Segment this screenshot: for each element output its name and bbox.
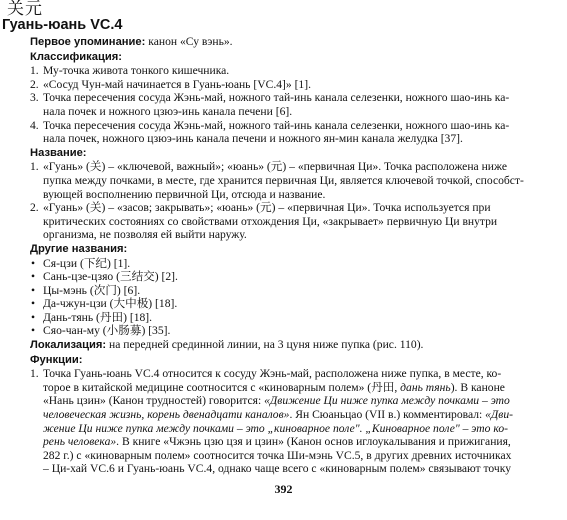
name-item-line: «Гуань» (关) – «засов; закрывать»; «юань» (元) – «первичная Ци». Точка используется при [43, 201, 491, 215]
functions-italic-text: дань тянь [400, 380, 451, 394]
bullet-marker: • [31, 283, 36, 297]
bullet-marker: • [31, 256, 36, 270]
classification-item-line: нала почек, ножного цзюэ-инь канала печени и ножного ян-мин канала желудка [37]. [43, 132, 463, 146]
bullet-marker: • [31, 310, 36, 324]
classification-item-number: 3. [30, 91, 39, 105]
classification-item-line: Му-точка живота тонкого кишечника. [43, 64, 230, 78]
name-item-line: вующей восполнению первичной Ци, отсюда и название. [43, 187, 326, 201]
classification-item-number: 4. [30, 118, 39, 132]
functions-heading: Функции: [30, 353, 83, 366]
other-name-text: Сань-цзе-цзяо (三结交) [2]. [43, 270, 178, 284]
point-title: Гуань-юань VC.4 [2, 17, 123, 33]
entry-body [30, 35, 560, 476]
functions-text: – Ци-хай VC.6 и Гуань-юань VC.4, однако чаще всего с «киноварным полем» связывают точку [43, 462, 512, 476]
name-item-line: организма, не позволяя ей выйти наружу. [43, 228, 247, 242]
localization-row [30, 338, 560, 353]
classification-item [30, 78, 560, 92]
other-name-text: Дань-тянь (丹田) [18]. [43, 310, 153, 324]
classification-item-line: Точка пересечения сосуда Жэнь-май, ножного тай-инь канала селезенки, ножного шао-инь ка- [43, 91, 510, 105]
classification-item-line: нала почек и ножного цзюэ-инь канала печени [6]. [43, 104, 293, 118]
functions-paragraph [43, 367, 560, 476]
functions-text: торое в китайской медицине соотносится с «киноварным полем» (丹田, [43, 380, 401, 394]
functions-italic-text: «Движение Ци ниже пупка между почками – это [264, 394, 510, 408]
bullet-marker: • [31, 270, 36, 284]
functions-line [43, 381, 560, 395]
functions-text: . В книге «Чжэнь цзю цзя и цзин» (Канон основ иглоукалывания и прижигания, [116, 435, 511, 449]
name-item [30, 160, 560, 201]
first-mention-row [30, 35, 560, 50]
name-item-line: пупка между почками, в месте, где хранится первичная Ци, является ключевой точкой, способст- [43, 173, 524, 187]
functions-italic-text: «Дви- [485, 408, 513, 422]
bullet-marker: • [31, 324, 36, 338]
other-names-list [30, 257, 560, 339]
other-name-item [30, 257, 560, 271]
name-explanation-list [30, 160, 560, 242]
name-item [30, 201, 560, 242]
classification-list [30, 64, 560, 146]
functions-text: Точка Гуань-юань VC.4 относится к сосуду Жэнь-май, расположена ниже пупка, в месте, ко- [43, 367, 502, 381]
functions-italic-text: человеческая жизнь, корень двенадцати каналов» [43, 408, 290, 422]
classification-item-line: Точка пересечения сосуда Жэнь-май, ножного тай-инь канала селезенки, ножного шао-инь ка- [43, 118, 510, 132]
functions-item-number: 1. [30, 367, 39, 381]
functions-line [43, 462, 560, 476]
name-item-number: 1. [30, 160, 39, 174]
functions-line [43, 408, 560, 422]
localization-text: на передней срединной линии, на 3 цуня ниже пупка (рис. 110). [109, 338, 424, 352]
name-item-line: «Гуань» (关) – «ключевой, важный»; «юань» (元) – «первичная Ци». Точка расположена ниже [43, 160, 507, 174]
functions-italic-text: рень человека» [43, 435, 117, 449]
name-item-number: 2. [30, 201, 39, 215]
first-mention-text: канон «Су вэнь». [148, 35, 233, 48]
other-name-item [30, 270, 560, 284]
other-name-item [30, 311, 560, 325]
functions-line [43, 422, 560, 436]
functions-text: . Ян Сюаньцао (VII в.) комментировал: [289, 408, 486, 422]
other-name-item [30, 284, 560, 298]
functions-text: ). В каноне [450, 380, 505, 394]
name-item-line: критических состояниях со свойствами отхождения Ци, «закрывает» первичную Ци внутри [43, 214, 498, 228]
classification-item-number: 1. [30, 64, 39, 78]
bullet-marker: • [31, 297, 36, 311]
functions-text: «Нань цзин» (Канон трудностей) говорится: [43, 394, 265, 408]
classification-item-number: 2. [30, 77, 39, 91]
functions-item [30, 367, 560, 476]
classification-heading: Классификация: [30, 50, 122, 63]
point-hanzi-heading: 关元 [7, 0, 43, 18]
functions-italic-text: жение Ци ниже пупка между почками – это „киноварное поле". „Киноварное поле" – это ко- [43, 421, 508, 435]
name-heading: Название: [30, 146, 87, 159]
functions-line [43, 449, 560, 463]
localization-label: Локализация: [30, 339, 107, 352]
other-name-item [30, 297, 560, 311]
other-name-item [30, 324, 560, 338]
other-name-text: Сяо-чан-му (小肠募) [35]. [43, 324, 171, 338]
classification-item [30, 119, 560, 146]
other-names-heading: Другие названия: [30, 242, 128, 255]
classification-item-line: «Сосуд Чун-май начинается в Гуань-юань [VC.4]» [1]. [43, 77, 311, 91]
functions-line [43, 435, 560, 449]
classification-item [30, 91, 560, 118]
page-number: 392 [274, 482, 293, 496]
functions-line [43, 367, 560, 381]
functions-line [43, 394, 560, 408]
classification-item [30, 64, 560, 78]
other-name-text: Ся-цзи (下纪) [1]. [43, 256, 131, 270]
first-mention-label: Первое упоминание: [30, 36, 146, 48]
other-name-text: Да-чжун-цзи (大中极) [18]. [43, 297, 178, 311]
functions-text: 282 г.) с «киноварным полем» соотносится точка Ши-мэнь VC.5, в других древних источниках [43, 448, 512, 462]
other-name-text: Цы-мэнь (次门) [6]. [43, 283, 141, 297]
